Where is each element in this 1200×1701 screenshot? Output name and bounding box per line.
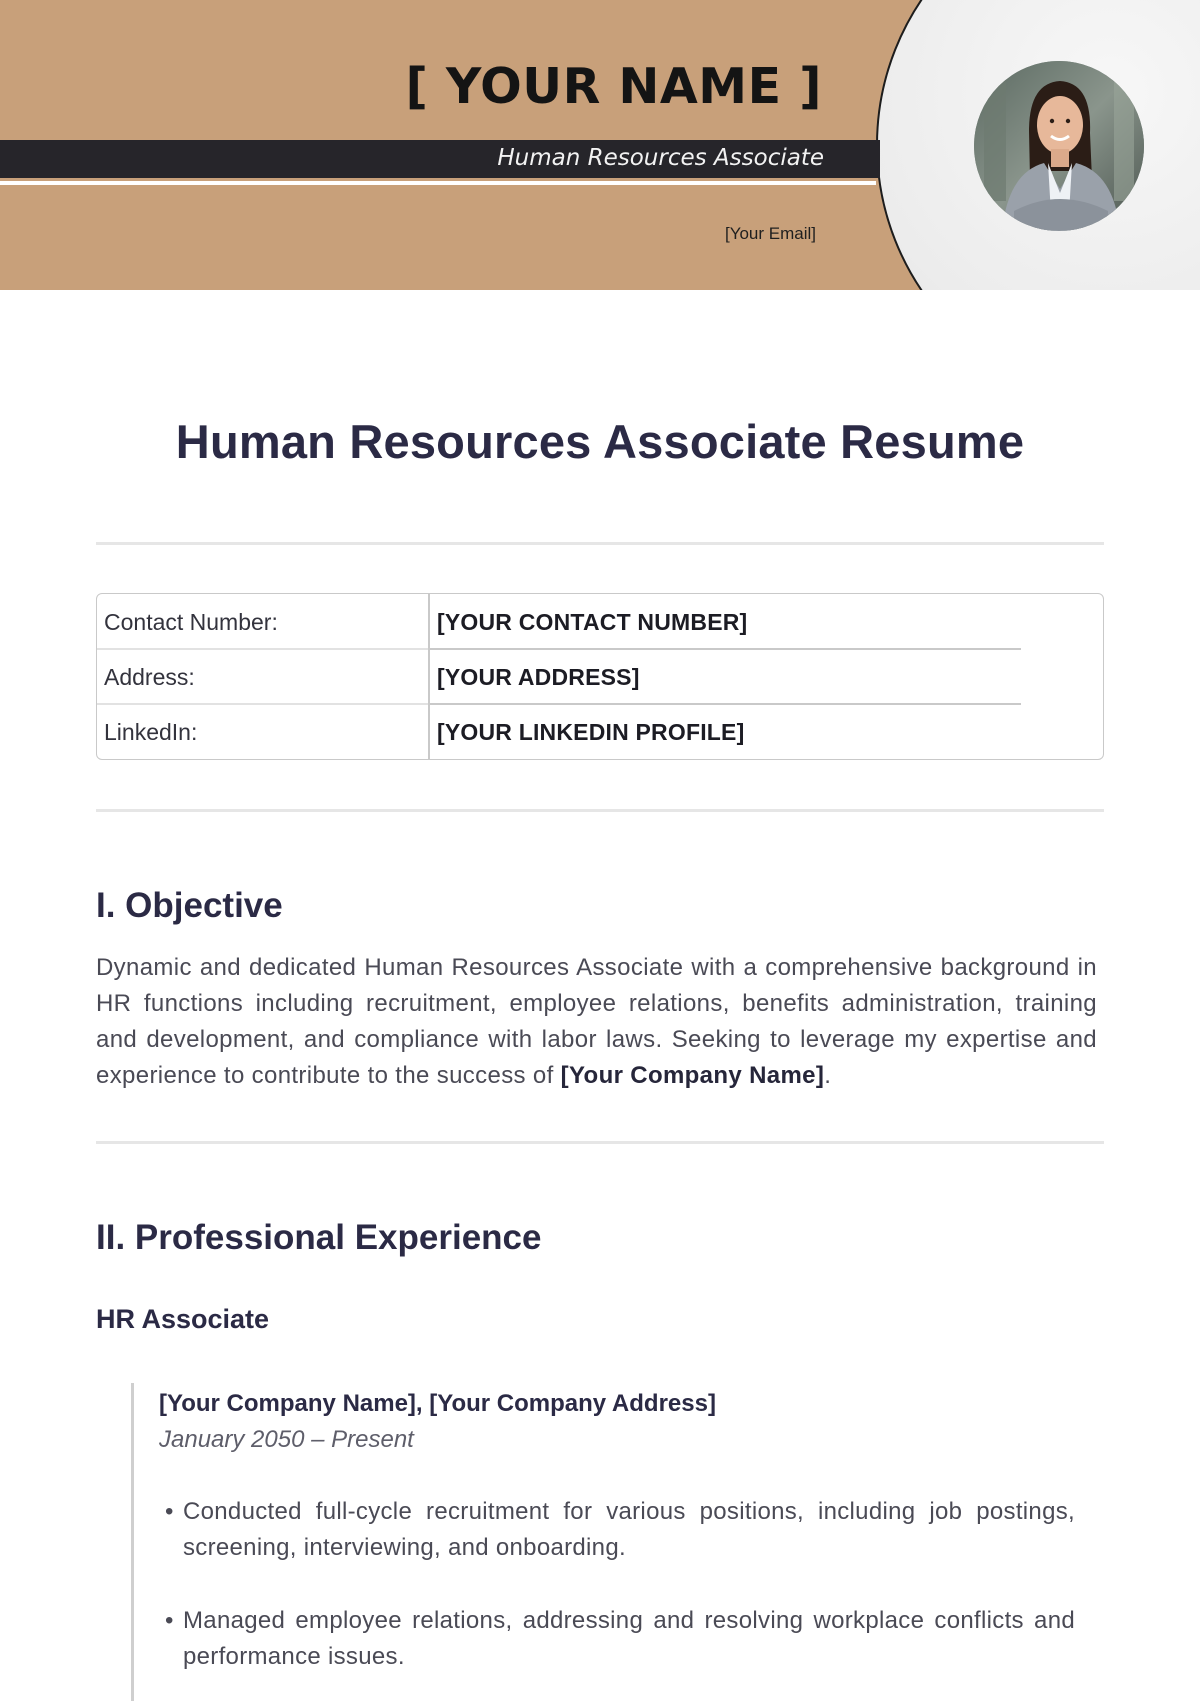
- contact-value: [YOUR ADDRESS]: [437, 664, 640, 690]
- objective-company-placeholder: [Your Company Name]: [560, 1062, 825, 1089]
- header-accent-line: [0, 181, 876, 185]
- objective-paragraph: [96, 950, 1097, 1094]
- experience-heading: II. Professional Experience: [96, 1218, 542, 1257]
- contact-info-table: [96, 593, 1104, 760]
- experience-timeline-bar: [131, 1383, 134, 1701]
- document-title: Human Resources Associate Resume: [175, 415, 1025, 468]
- section-divider: [96, 1141, 1104, 1144]
- objective-text: Dynamic and dedicated Human Resources Associate with a comprehensive background in HR functions including recruitment, employee relations, benefits administration, training and development, and compliance with labor laws. Seeking to leverage my expertise and experience to contribute to the success of: [96, 954, 1097, 1089]
- list-item: [165, 1494, 1075, 1566]
- experience-role: HR Associate: [96, 1304, 270, 1334]
- contact-row-phone: [97, 594, 1103, 649]
- section-divider: [96, 809, 1104, 812]
- resume-header: [0, 0, 1200, 290]
- candidate-email: [Your Email]: [724, 224, 816, 243]
- experience-company: [Your Company Name], [Your Company Address]: [159, 1390, 716, 1417]
- contact-row-address: [97, 649, 1103, 704]
- avatar: [974, 61, 1144, 231]
- objective-heading: I. Objective: [96, 886, 283, 925]
- list-item: [165, 1603, 1075, 1675]
- objective-text-end: .: [824, 1062, 832, 1089]
- contact-label: LinkedIn:: [104, 719, 198, 745]
- candidate-name: [ YOUR NAME ]: [405, 58, 822, 115]
- contact-value: [YOUR CONTACT NUMBER]: [437, 609, 748, 635]
- candidate-job-title: Human Resources Associate: [497, 145, 824, 171]
- bullet-text: Managed employee relations, addressing and resolving workplace conflicts and performance issues.: [183, 1607, 1075, 1670]
- section-divider: [96, 542, 1104, 545]
- bullet-marker: •: [165, 1607, 174, 1634]
- bullet-text: Conducted full-cycle recruitment for various positions, including job postings, screening, interviewing, and onboarding.: [183, 1498, 1075, 1561]
- contact-row-linkedin: [97, 704, 1103, 759]
- contact-label: Contact Number:: [104, 609, 278, 635]
- contact-label: Address:: [104, 664, 195, 690]
- bullet-marker: •: [165, 1498, 174, 1525]
- contact-value: [YOUR LINKEDIN PROFILE]: [437, 719, 745, 745]
- experience-dates: January 2050 – Present: [159, 1426, 414, 1453]
